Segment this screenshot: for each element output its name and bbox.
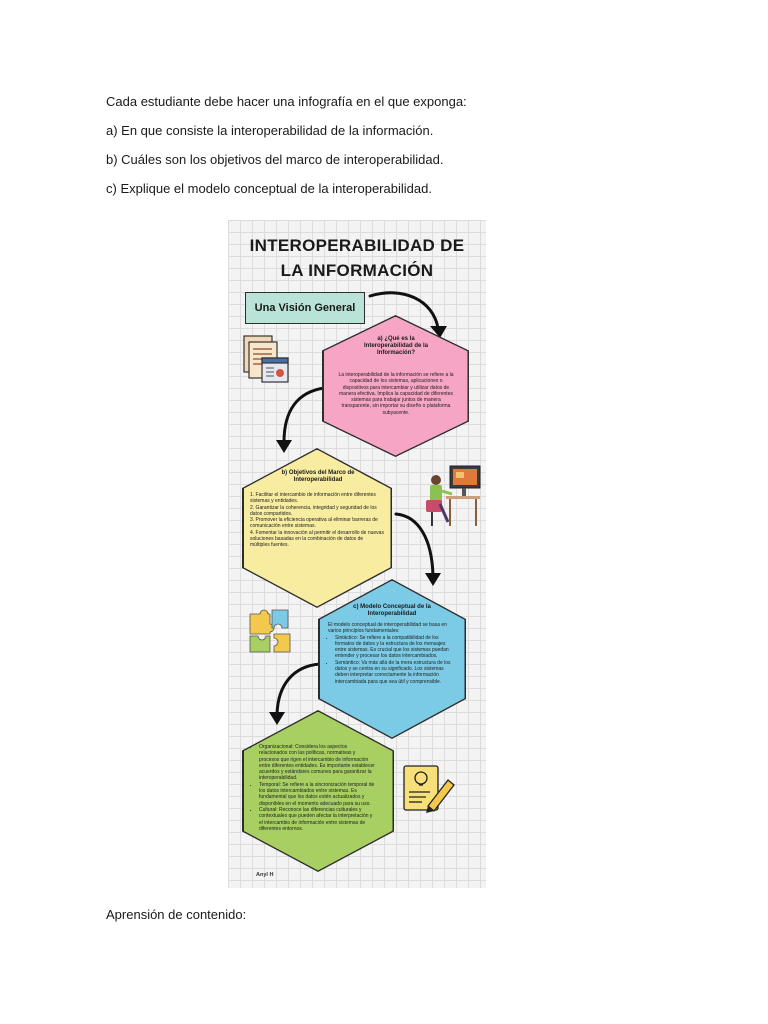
section-a-body: La interoperabilidad de la información se refiere a la capacidad de los sistemas, aplicaciones o dispositivos para intercambiar y utilizar datos de manera efectiva. Implica la capacidad de diferentes sistemas para trabajar juntos de manera transparente, sin importar su diseño o plataforma subyacente.: [338, 372, 454, 416]
overview-label: Una Visión General: [254, 302, 356, 314]
principle-item: • Temporal: Se refiere a la sincronización temporal de los datos intercambiados entre sistemas. Es fundamental que los datos estén actualizados y disponibles en el momento adecuado para su uso.: [259, 782, 376, 807]
section-c-heading: c) Modelo Conceptual de la Interoperabilidad: [353, 604, 431, 617]
person-computer-icon: [424, 464, 482, 530]
infographic-title-line2: LA INFORMACIÓN: [280, 261, 434, 280]
idea-pencil-icon: [400, 760, 458, 816]
principle-item: • Semántico: Va más allá de la mera estructura de los datos y se centra en su significado. Los sistemas deben interpretar correctamente la información intercambiada para que sea útil y comprensible.: [335, 660, 458, 685]
section-c-body: [328, 622, 458, 685]
author-signature: Anyl H: [256, 872, 274, 878]
objective-item: 3. Promover la eficiencia operativa al eliminar barreras de comunicación entre sistemas.: [250, 517, 378, 530]
section-b-list: [250, 492, 384, 549]
section-d-body: [252, 744, 376, 832]
question-a-line: a) En que consiste la interoperabilidad de la información.: [106, 123, 434, 138]
infographic-title-line1: INTEROPERABILIDAD DE: [249, 236, 465, 255]
objective-item: 2. Garantizar la coherencia, integridad y seguridad de los datos compartidos.: [250, 504, 377, 517]
arrow-2: [284, 388, 324, 442]
puzzle-icon: [246, 606, 294, 656]
section-c-intro: El modelo conceptual de interoperabilidad se basa en varios principios fundamentales:: [328, 622, 447, 635]
section-b-heading: b) Objetivos del Marco de Interoperabilidad: [281, 470, 355, 483]
objective-item: 4. Fomentar la innovación al permitir el desarrollo de nuevas soluciones basadas en la combinación de datos de múltiples fuentes.: [250, 529, 384, 549]
question-c-line: c) Explique el modelo conceptual de la interoperabilidad.: [106, 181, 432, 196]
question-b-line: b) Cuáles son los objetivos del marco de interoperabilidad.: [106, 152, 444, 167]
principle-item: • Sintáctico: Se refiere a la compatibilidad de los formatos de datos y la estructura de los mensajes entre sistemas. Es crucial que los sistemas puedan entender y procesar los datos intercambiados.: [335, 635, 458, 660]
arrow-4: [277, 664, 320, 714]
instruction-line: Cada estudiante debe hacer una infografía en el que exponga:: [106, 94, 467, 109]
documents-icon: [242, 334, 292, 386]
footer-heading: Aprensión de contenido:: [106, 907, 247, 922]
infographic: [228, 220, 486, 888]
arrow-4-head: [269, 712, 285, 725]
objective-item: 1. Facilitar el intercambio de información entre diferentes sistemas y entidades.: [250, 492, 376, 505]
arrow-3-head: [425, 573, 441, 586]
arrow-2-head: [276, 440, 292, 453]
principle-item: • Cultural: Reconoce las diferencias culturales y contextuales que pueden afectar la interpretación y el intercambio de información entre sistemas de diferentes entornos.: [259, 807, 376, 832]
principle-item: • Organizacional: Considera los aspectos relacionados con las políticas, normativas y procesos que rigen el intercambio de información entre diferentes entidades. Es importante establecer acuerdos y estándares comunes para garantizar la interoperabilidad.: [259, 744, 376, 782]
section-a-heading: a) ¿Qué es la Interoperabilidad de la Información?: [363, 336, 428, 356]
